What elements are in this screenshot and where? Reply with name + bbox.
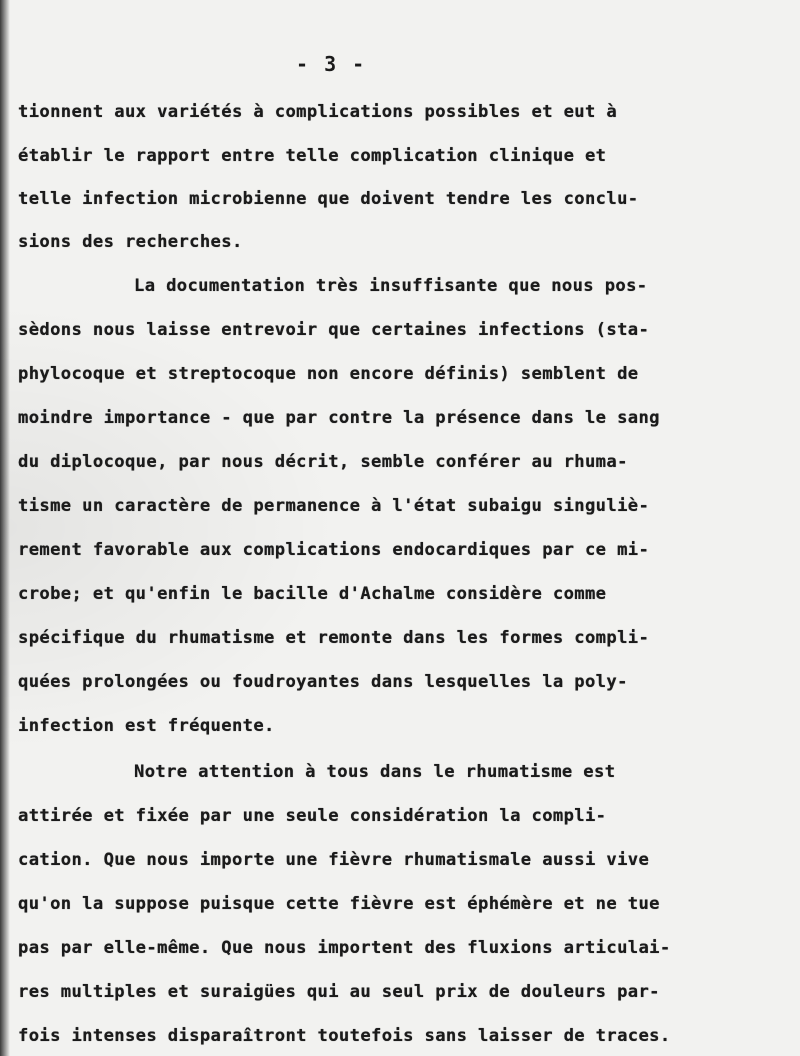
text-line: infection est fréquente. bbox=[18, 716, 275, 736]
text-line: rement favorable aux complications endocardiques par ce mi- bbox=[18, 540, 650, 560]
text-line: établir le rapport entre telle complication clinique et bbox=[18, 146, 607, 166]
text-line: cation. Que nous importe une fièvre rhumatismale aussi vive bbox=[18, 850, 650, 870]
page-number: - 3 - bbox=[296, 52, 367, 76]
text-line: attirée et fixée par une seule considération la compli- bbox=[18, 806, 607, 826]
text-line: crobe; et qu'enfin le bacille d'Achalme considère comme bbox=[18, 584, 607, 604]
paragraph-first-line: Notre attention à tous dans le rhumatisme est bbox=[134, 762, 616, 782]
text-line: tisme un caractère de permanence à l'état subaigu singuliè- bbox=[18, 496, 650, 516]
text-line: sèdons nous laisse entrevoir que certaines infections (sta- bbox=[18, 320, 650, 340]
text-line: pas par elle-même. Que nous importent des fluxions articulai- bbox=[18, 938, 671, 958]
text-line: du diplocoque, par nous décrit, semble conférer au rhuma- bbox=[18, 452, 628, 472]
text-line: moindre importance - que par contre la présence dans le sang bbox=[18, 408, 660, 428]
text-line: tionnent aux variétés à complications possibles et eut à bbox=[18, 102, 618, 122]
text-line: quées prolongées ou foudroyantes dans lesquelles la poly- bbox=[18, 672, 628, 692]
text-line: sions des recherches. bbox=[18, 232, 243, 252]
text-line: fois intenses disparaîtront toutefois sans laisser de traces. bbox=[18, 1026, 671, 1046]
scan-edge-shadow bbox=[0, 0, 10, 1056]
text-line: phylocoque et streptocoque non encore définis) semblent de bbox=[18, 364, 639, 384]
paragraph-first-line: La documentation très insuffisante que nous pos- bbox=[134, 276, 648, 296]
text-line: res multiples et suraigües qui au seul prix de douleurs par- bbox=[18, 982, 660, 1002]
text-line: spécifique du rhumatisme et remonte dans les formes compli- bbox=[18, 628, 650, 648]
text-line: qu'on la suppose puisque cette fièvre est éphémère et ne tue bbox=[18, 894, 660, 914]
text-line: telle infection microbienne que doivent tendre les conclu- bbox=[18, 189, 639, 209]
